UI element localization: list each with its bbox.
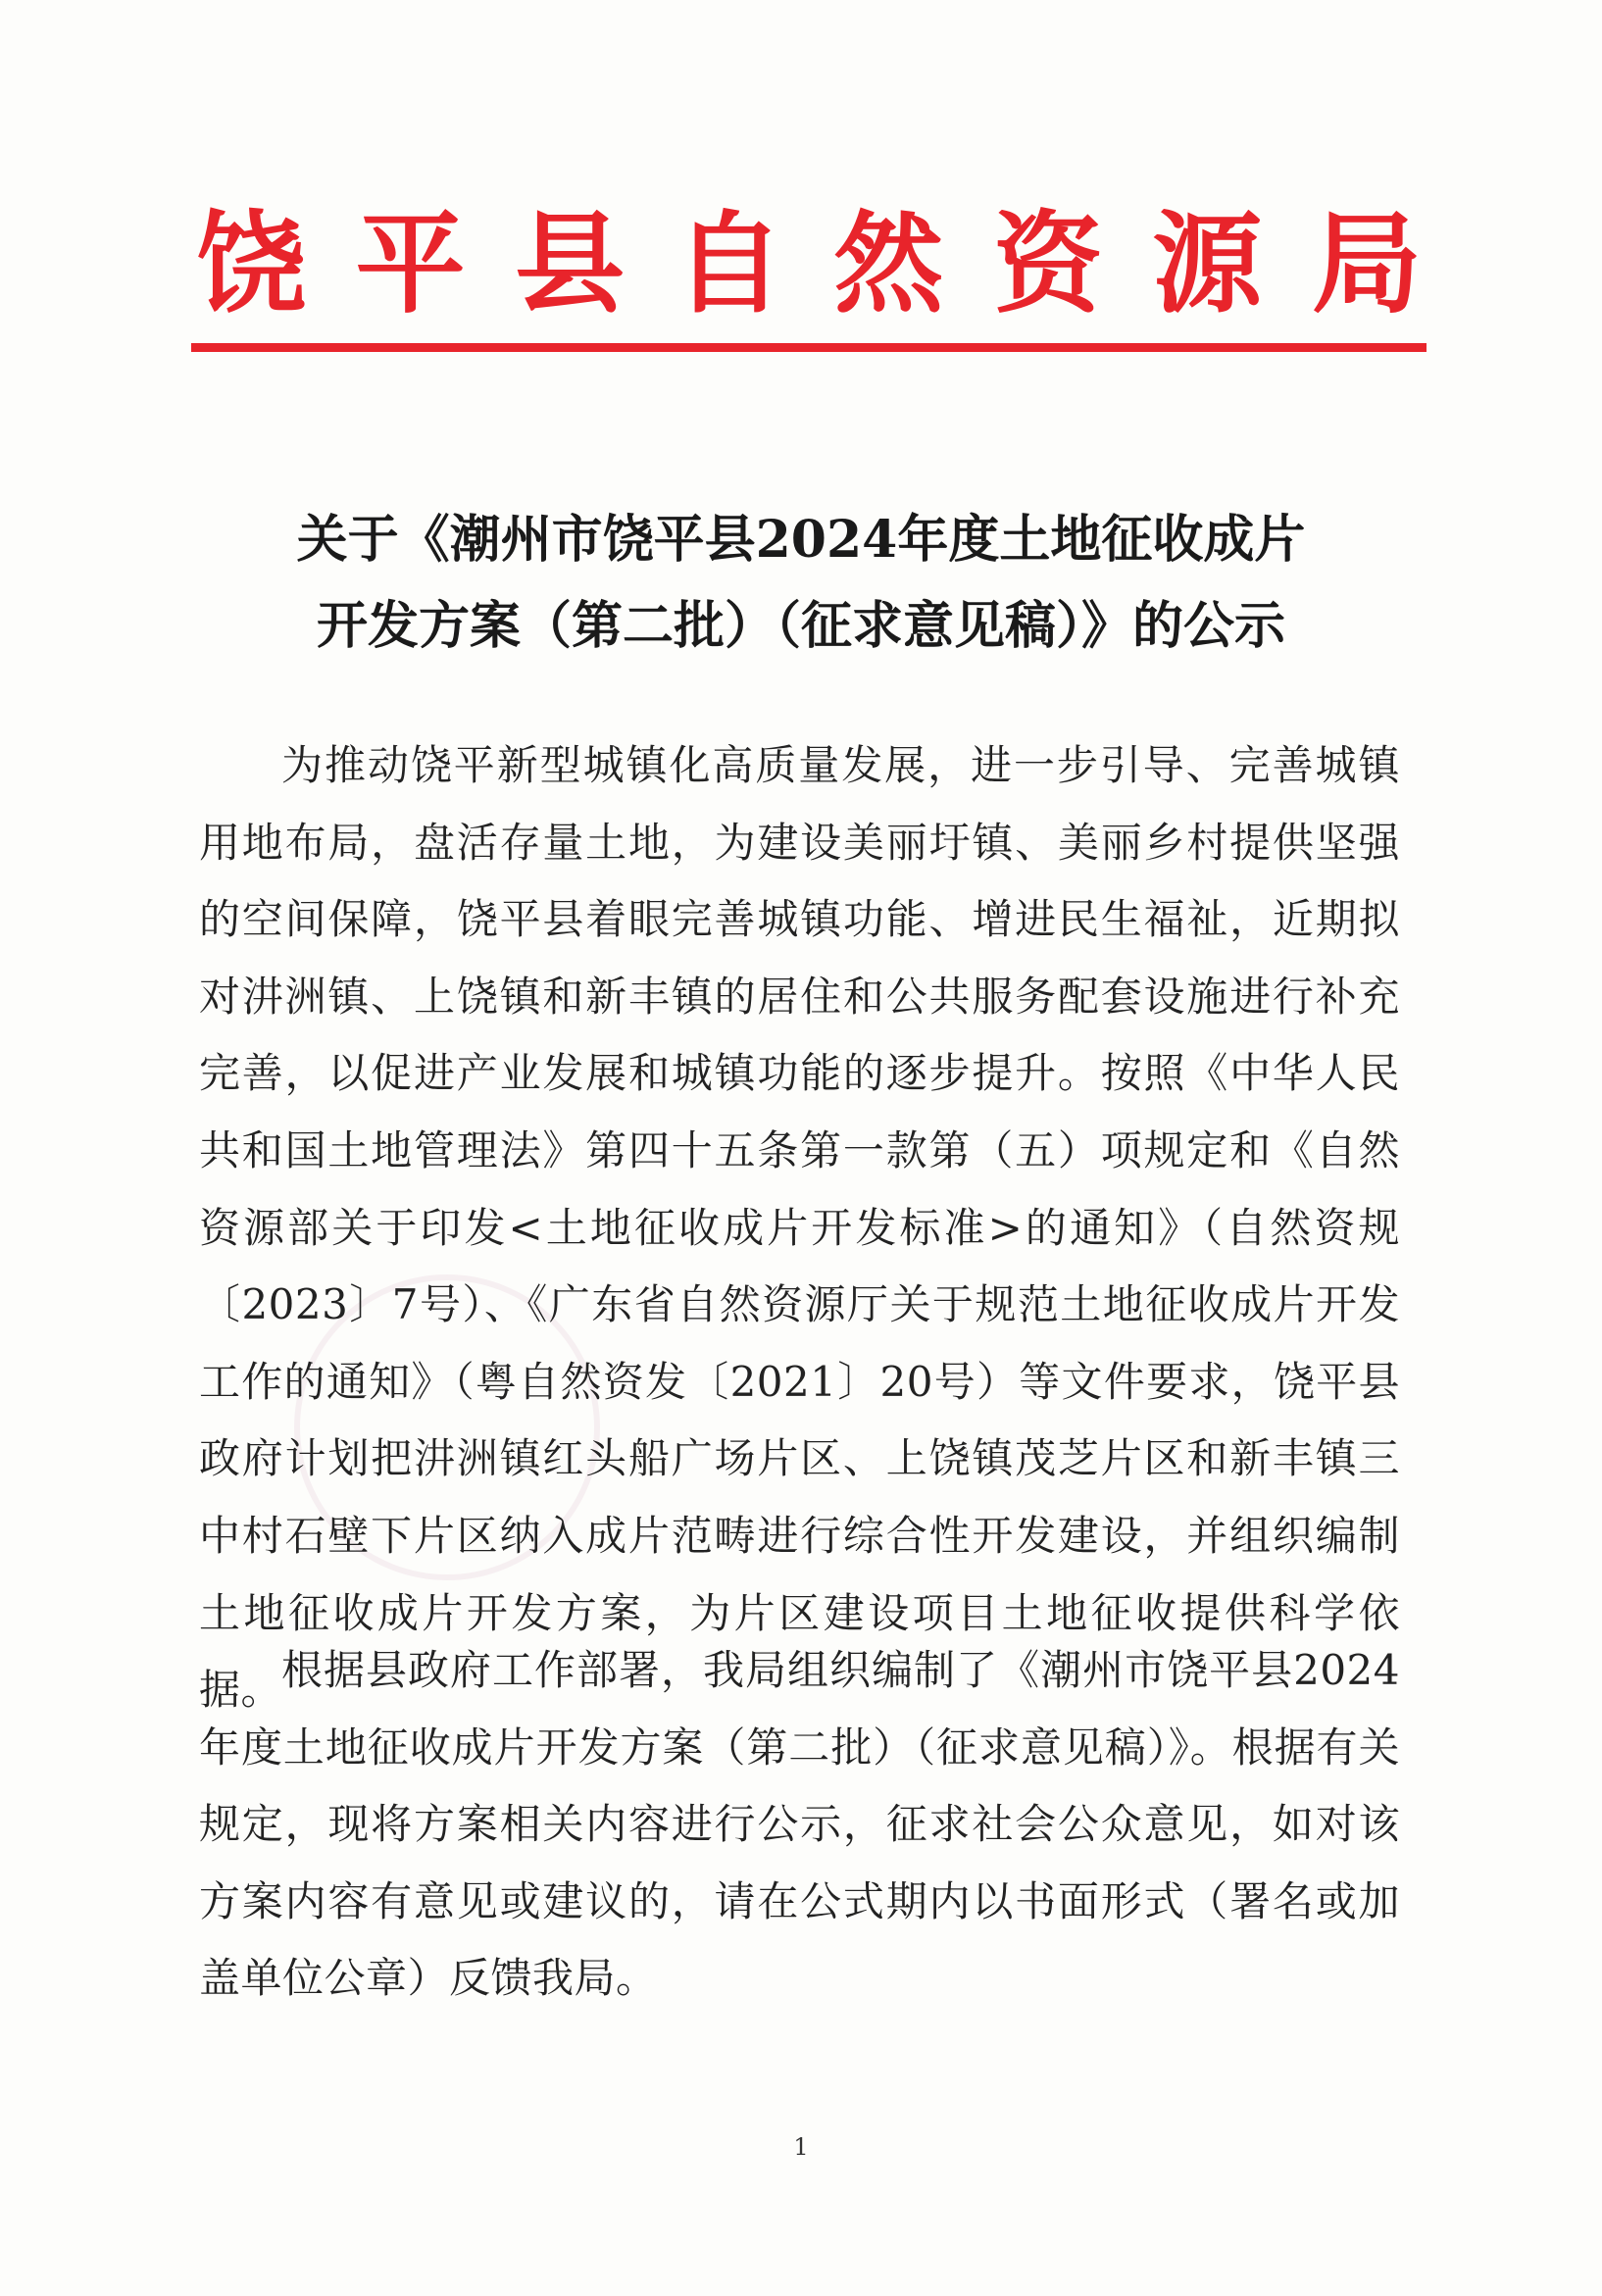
letterhead-char: 然 [833, 201, 944, 328]
document-title-line-1: 关于《潮州市饶平县2024年度土地征收成片 [296, 510, 1306, 570]
letterhead-title [196, 201, 1422, 328]
letterhead-char: 平 [355, 201, 466, 328]
letterhead-char: 资 [992, 201, 1103, 328]
document-title-line-2: 开发方案（第二批）（征求意见稿）》的公示 [316, 596, 1285, 656]
page-number: 1 [793, 2133, 809, 2161]
letterhead-char: 县 [515, 201, 626, 328]
letterhead-divider [191, 343, 1427, 352]
body-paragraph-2: 根据县政府工作部署，我局组织编制了《潮州市饶平县2024年度土地征收成片开发方案（第二批）（征求意见稿）》。根据有关规定，现将方案相关内容进行公示，征求社会公众意见，如对该方案内容有意见或建议的，请在公式期内以书面形式（署名或加盖单位公章）反馈我局。 [199, 1646, 1400, 2003]
body-paragraph-1: 为推动饶平新型城镇化高质量发展，进一步引导、完善城镇用地布局，盘活存量土地，为建设美丽圩镇、美丽乡村提供坚强的空间保障，饶平县着眼完善城镇功能、增进民生福祉，近期拟对汫洲镇、上饶镇和新丰镇的居住和公共服务配套设施进行补充完善，以促进产业发展和城镇功能的逐步提升。按照《中华人民共和国土地管理法》第四十五条第一款第（五）项规定和《自然资源部关于印发<土地征收成片开发标准>的通知》（自然资规〔2023〕7号）、《广东省自然资源厅关于规范土地征收成片开发工作的通知》（粤自然资发〔2021〕20号）等文件要求，饶平县政府计划把汫洲镇红头船广场片区、上饶镇茂芝片区和新丰镇三中村石壁下片区纳入成片范畴进行综合性开发建设，并组织编制土地征收成片开发方案，为片区建设项目土地征收提供科学依据。 [199, 741, 1400, 1715]
letterhead-char: 自 [674, 201, 784, 328]
letterhead-char: 源 [1152, 201, 1263, 328]
letterhead-char: 饶 [196, 201, 306, 328]
letterhead-char: 局 [1311, 201, 1422, 328]
